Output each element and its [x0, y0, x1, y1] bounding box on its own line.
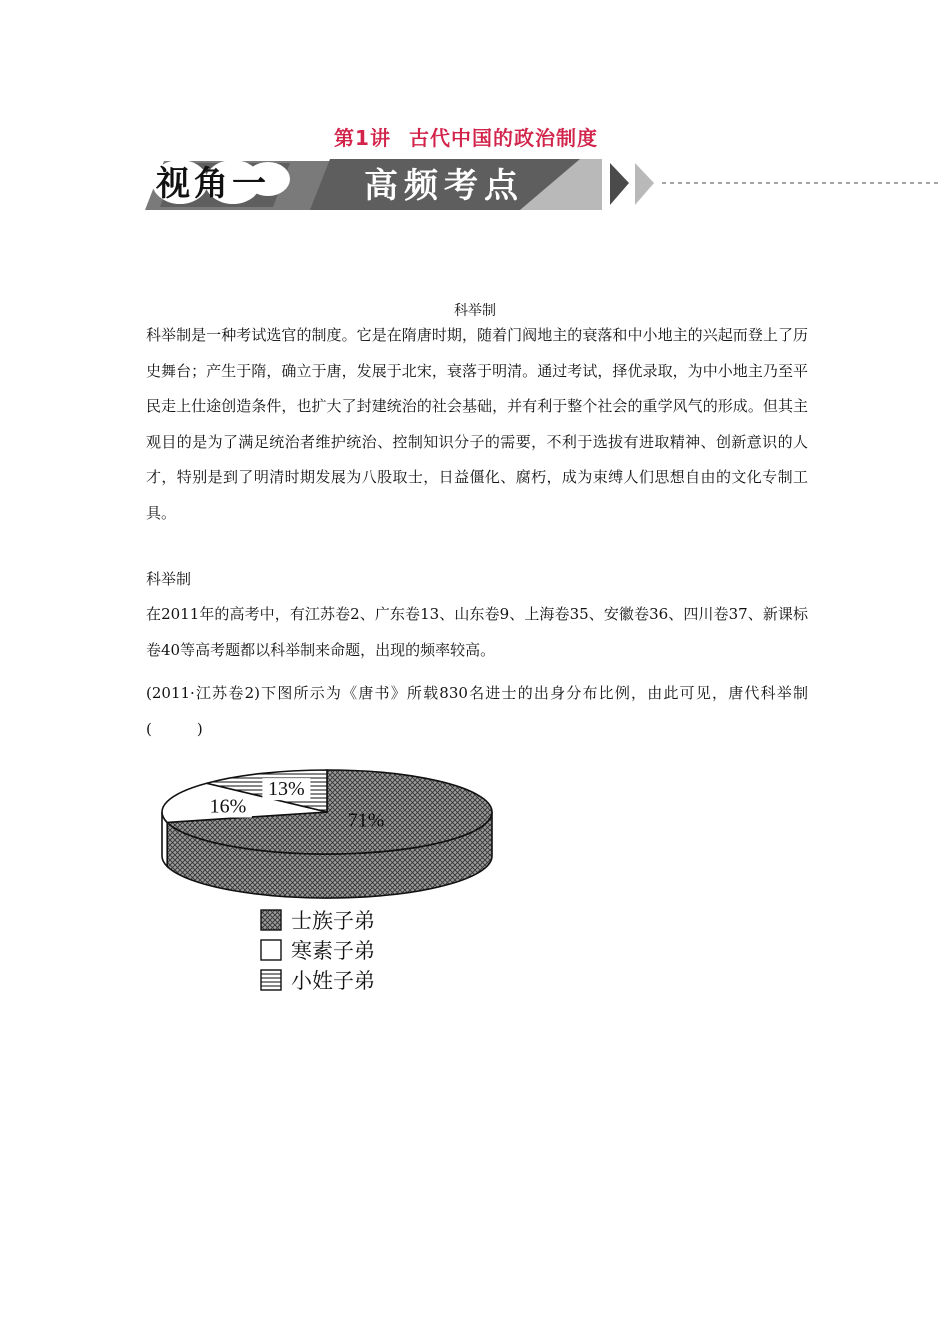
- arrow-right-icon: [610, 163, 629, 205]
- pie-chart: [155, 760, 515, 1005]
- legend-label-1: 寒素子弟: [291, 939, 375, 963]
- pie-label-1: 16%: [209, 795, 247, 818]
- subsection-label: 科举制: [146, 570, 192, 588]
- banner-left-text: 视角一: [156, 164, 270, 204]
- legend-label-2: 小姓子弟: [291, 969, 375, 993]
- legend-swatch-0: [261, 910, 281, 930]
- section-banner: [140, 155, 940, 213]
- pie-label-0: 71%: [347, 809, 385, 832]
- banner-right-text: 高频考点: [364, 166, 524, 206]
- chart-legend: [261, 909, 375, 993]
- legend-swatch-1: [261, 940, 281, 960]
- lecture-number: 第1讲: [334, 126, 391, 150]
- page-title: [0, 122, 950, 151]
- legend-swatch-2: [261, 970, 281, 990]
- lecture-title: 古代中国的政治制度: [408, 126, 598, 150]
- legend-label-0: 士族子弟: [291, 909, 375, 933]
- question-text: (2011·江苏卷2)下图所示为《唐书》所载830名进士的出身分布比例，由此可见，唐代科举制( ): [146, 684, 808, 738]
- section-heading: 科举制: [454, 303, 496, 319]
- pie-label-2: 13%: [268, 778, 305, 801]
- arrow-right-icon: [635, 163, 654, 205]
- paragraph-frequency: 在2011年的高考中，有江苏卷2、广东卷13、山东卷9、上海卷35、安徽卷36、四川卷37、新课标卷40等高考题都以科举制来命题，出现的频率较高。: [146, 605, 808, 659]
- paragraph-intro: 科举制是一种考试选官的制度。它是在隋唐时期，随着门阀地主的衰落和中小地主的兴起而登上了历史舞台；产生于隋，确立于唐，发展于北宋，衰落于明清。通过考试，择优录取，为中小地主乃至平民走上仕途创造条件，也扩大了封建统治的社会基础，并有利于整个社会的重学风气的形成。但其主观目的是为了满足统治者维护统治、控制知识分子的需要，不利于选拔有进取精神、创新意识的人才，特别是到了明清时期发展为八股取士，日益僵化、腐朽，成为束缚人们思想自由的文化专制工具。: [146, 326, 808, 522]
